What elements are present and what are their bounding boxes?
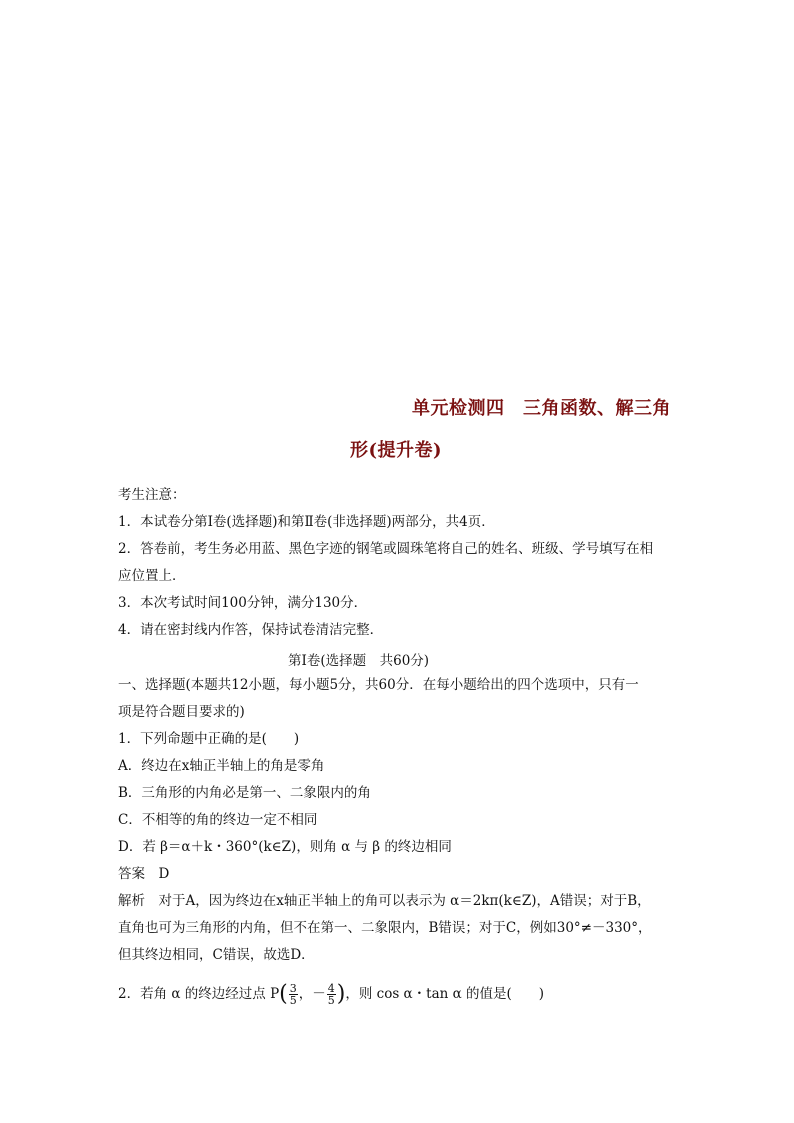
question-2-comma: ，－ — [298, 986, 326, 1002]
left-paren: ( — [279, 981, 288, 1007]
notice-item: 3．本次考试时间100分钟，满分130分． — [118, 595, 368, 611]
title-line-2: 形(提升卷) — [350, 440, 443, 461]
section-heading: 第Ⅰ卷(选择题 共60分) — [288, 653, 430, 669]
question-1-option-b: B．三角形的内角必是第一、二象限内的角 — [118, 785, 371, 801]
question-1-option-c: C．不相等的角的终边一定不相同 — [118, 812, 318, 828]
notice-item: 2．答卷前，考生务必用蓝、黑色字迹的钢笔或圆珠笔将自己的姓名、班级、学号填写在相 — [118, 541, 654, 557]
question-1-analysis: 但其终边相同，C错误，故选D． — [118, 947, 315, 963]
section-intro: 一、选择题(本题共12小题，每小题5分，共60分．在每小题给出的四个选项中，只有一 — [118, 677, 639, 693]
fraction-4-5: $\frac{4}{5}$ — [327, 982, 335, 1007]
question-2-stem — [118, 983, 544, 1006]
notice-heading: 考生注意： — [118, 487, 186, 503]
notice-item: 1．本试卷分第Ⅰ卷(选择题)和第Ⅱ卷(非选择题)两部分，共4页． — [118, 514, 495, 530]
question-1-analysis: 直角也可为三角形的内角，但不在第一、二象限内，B错误；对于C，例如30°≠－330°， — [118, 920, 652, 936]
question-2-stem-after: ，则 cos α・tan α 的值是( ) — [345, 986, 545, 1002]
question-1-stem: 1．下列命题中正确的是( ) — [118, 731, 300, 747]
title-line-1: 单元检测四 三角函数、解三角 — [412, 398, 671, 419]
notice-item: 应位置上． — [118, 568, 186, 584]
question-2-stem-before: 2．若角 α 的终边经过点 P — [118, 986, 280, 1002]
question-1-answer: 答案 D — [118, 866, 170, 882]
notice-item: 4．请在密封线内作答，保持试卷清洁完整． — [118, 622, 384, 638]
fraction-3-5: $\frac{3}{5}$ — [289, 982, 297, 1007]
question-1-option-a: A．终边在x轴正半轴上的角是零角 — [118, 758, 325, 774]
question-1-analysis: 解析 对于A，因为终边在x轴正半轴上的角可以表示为 α＝2kπ(k∈Z)，A错误；对于B， — [118, 893, 651, 909]
section-intro: 项是符合题目要求的) — [118, 704, 245, 720]
right-paren: ) — [336, 981, 346, 1007]
question-1-option-d: D．若 β＝α＋k・360°(k∈Z)，则角 α 与 β 的终边相同 — [118, 839, 452, 855]
